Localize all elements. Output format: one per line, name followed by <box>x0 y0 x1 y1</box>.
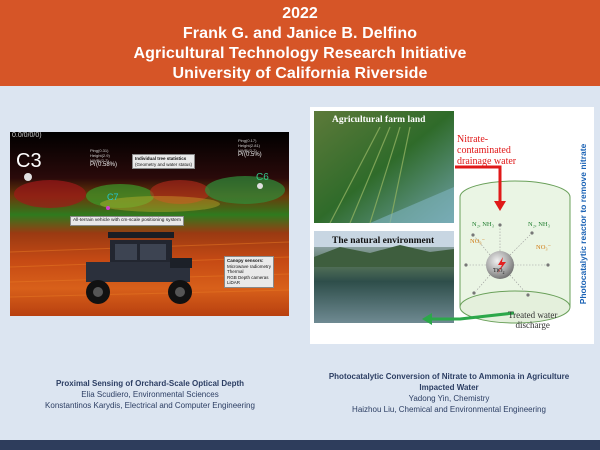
tree-label-c6: C6 <box>256 172 269 183</box>
left-project-caption <box>5 378 295 411</box>
orchard-sensing-image <box>10 132 289 316</box>
right-tree-stats: Ping(0.17) Height(2.81) NWBI(2.7) Pr(0.5%) <box>238 138 262 158</box>
products-right-label: N₂, NH₃ <box>528 221 550 228</box>
banner-donor-names: Frank G. and Janice B. Delfino <box>182 25 418 42</box>
tree-stats-callout: Individual tree statistics (Geometry and water status) <box>132 154 195 169</box>
header-banner <box>0 0 600 86</box>
nitrate-ion-left-label: NO₃⁻ <box>470 238 486 245</box>
corner-readout: 0.0/0/0/0) <box>12 132 42 139</box>
nitrate-water-label: Nitrate- contaminated drainage water <box>457 134 517 167</box>
farm-photo-label: Agricultural farm land <box>332 115 426 125</box>
tio2-label: TiO$_2$ <box>493 268 505 276</box>
photocatalytic-reactor-image <box>310 107 594 344</box>
sensors-callout: Canopy sensors: Microwave radiometry Thermal RGB Depth cameras LiDAR <box>224 256 274 288</box>
banner-university: University of California Riverside <box>172 65 428 82</box>
left-tree-stats: Ping(0.31) Height(2.9) NWBI(2.7) Pr(0.58%) <box>90 148 118 168</box>
right-project-person-1: Yadong Yin, Chemistry <box>408 394 490 403</box>
products-left-label: N₂, NH₃ <box>472 221 494 228</box>
left-project-person-1: Elia Scudiero, Environmental Sciences <box>81 390 219 399</box>
left-project-title: Proximal Sensing of Orchard-Scale Optical Depth <box>55 379 245 388</box>
nitrate-ion-right-label: NO₃⁻ <box>536 244 552 251</box>
tree-label-c3: C3 <box>16 150 42 172</box>
treated-water-label: Treated water discharge <box>508 310 558 330</box>
footer-bar <box>0 440 600 450</box>
tree-label-c7: C7 <box>107 192 119 202</box>
left-project-person-2: Konstantinos Karydis, Electrical and Computer Engineering <box>45 401 255 410</box>
right-project-title-line1: Photocatalytic Conversion of Nitrate to Ammonia in Agriculture <box>328 372 570 381</box>
right-project-person-2: Haizhou Liu, Chemical and Environmental Engineering <box>352 405 546 414</box>
vehicle-callout: All-terrain vehicle with cm-scale positioning system <box>70 216 184 226</box>
banner-year: 2022 <box>282 5 318 22</box>
reactor-diagram-graphic <box>310 107 594 344</box>
reactor-vertical-title: Photocatalytic reactor to remove nitrate <box>578 143 588 305</box>
banner-initiative-name: Agricultural Technology Research Initiative <box>133 45 467 62</box>
nature-photo-label: The natural environment <box>332 236 435 246</box>
right-project-title-line2: Impacted Water <box>419 383 479 392</box>
right-project-caption <box>303 371 595 415</box>
